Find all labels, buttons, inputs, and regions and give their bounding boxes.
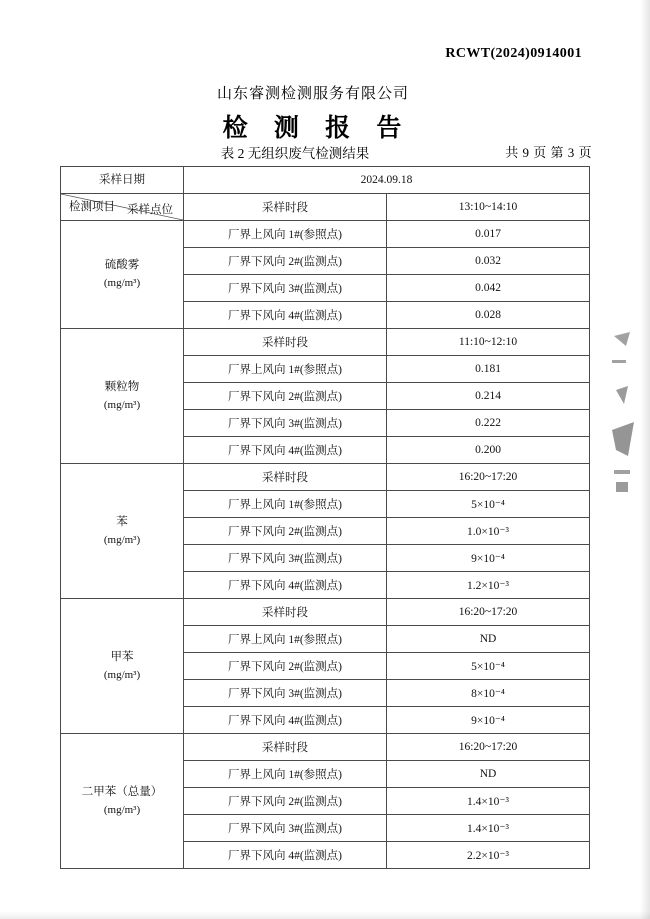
value-1-2: 0.222 [387, 410, 590, 437]
section-label-0 [61, 221, 184, 329]
point-2-1: 厂界下风向 2#(监测点) [184, 518, 387, 545]
seal-watermark-icon [608, 330, 642, 510]
point-1-1: 厂界下风向 2#(监测点) [184, 383, 387, 410]
section-name-1: 颗粒物 [104, 380, 140, 393]
sampling-date-value: 2024.09.18 [184, 167, 590, 194]
point-3-1: 厂界下风向 2#(监测点) [184, 653, 387, 680]
point-0-3: 厂界下风向 4#(监测点) [184, 302, 387, 329]
section-time-label-3: 采样时段 [184, 599, 387, 626]
value-4-3: 2.2×10⁻³ [387, 842, 590, 869]
table-row-header [61, 194, 590, 221]
item-label: 检测项目 [69, 201, 115, 213]
point-4-1: 厂界下风向 2#(监测点) [184, 788, 387, 815]
section-label-1 [61, 329, 184, 464]
page-bottom-shadow [0, 911, 650, 919]
value-3-2: 8×10⁻⁴ [387, 680, 590, 707]
value-0-3: 0.028 [387, 302, 590, 329]
point-0-2: 厂界下风向 3#(监测点) [184, 275, 387, 302]
section-name-3: 甲苯 [110, 650, 134, 663]
section-label-3 [61, 599, 184, 734]
point-2-2: 厂界下风向 3#(监测点) [184, 545, 387, 572]
point-3-2: 厂界下风向 3#(监测点) [184, 680, 387, 707]
page-count: 共 9 页 第 3 页 [505, 145, 592, 160]
point-3-3: 厂界下风向 4#(监测点) [184, 707, 387, 734]
point-0-1: 厂界下风向 2#(监测点) [184, 248, 387, 275]
table-row [61, 599, 590, 626]
period-value: 13:10~14:10 [387, 194, 590, 221]
section-unit-1: (mg/m³) [103, 398, 141, 411]
section-time-value-4: 16:20~17:20 [387, 734, 590, 761]
table-row [61, 221, 590, 248]
point-1-2: 厂界下风向 3#(监测点) [184, 410, 387, 437]
table-row [61, 329, 590, 356]
seal-marks-icon [608, 330, 642, 510]
point-1-3: 厂界下风向 4#(监测点) [184, 437, 387, 464]
point-1-0: 厂界上风向 1#(参照点) [184, 356, 387, 383]
point-4-3: 厂界下风向 4#(监测点) [184, 842, 387, 869]
section-time-label-4: 采样时段 [184, 734, 387, 761]
value-1-1: 0.214 [387, 383, 590, 410]
value-0-0: 0.017 [387, 221, 590, 248]
value-2-3: 1.2×10⁻³ [387, 572, 590, 599]
document-code: RCWT(2024)0914001 [445, 46, 582, 61]
value-2-2: 9×10⁻⁴ [387, 545, 590, 572]
section-time-label-1: 采样时段 [184, 329, 387, 356]
section-name-0: 硫酸雾 [104, 259, 140, 272]
value-1-0: 0.181 [387, 356, 590, 383]
section-label-2 [61, 464, 184, 599]
table-row-sampling-date [61, 167, 590, 194]
point-3-0: 厂界上风向 1#(参照点) [184, 626, 387, 653]
page-title: 检 测 报 告 [222, 115, 412, 142]
value-4-1: 1.4×10⁻³ [387, 788, 590, 815]
point-label: 采样点位 [127, 204, 173, 216]
section-name-2: 苯 [116, 515, 128, 528]
value-0-1: 0.032 [387, 248, 590, 275]
value-1-3: 0.200 [387, 437, 590, 464]
table-row [61, 464, 590, 491]
value-4-2: 1.4×10⁻³ [387, 815, 590, 842]
value-3-0: ND [387, 626, 590, 653]
point-2-0: 厂界上风向 1#(参照点) [184, 491, 387, 518]
section-unit-4: (mg/m³) [103, 803, 141, 816]
section-time-label-2: 采样时段 [184, 464, 387, 491]
value-3-1: 5×10⁻⁴ [387, 653, 590, 680]
point-4-0: 厂界上风向 1#(参照点) [184, 761, 387, 788]
table-row [61, 734, 590, 761]
value-2-1: 1.0×10⁻³ [387, 518, 590, 545]
table-caption: 表 2 无组织废气检测结果 [220, 146, 370, 161]
company-name: 山东睿测检测服务有限公司 [216, 86, 409, 102]
value-0-2: 0.042 [387, 275, 590, 302]
results-table [60, 166, 590, 869]
item-point-header-cell [61, 194, 184, 221]
point-0-0: 厂界上风向 1#(参照点) [184, 221, 387, 248]
period-label: 采样时段 [184, 194, 387, 221]
section-time-value-3: 16:20~17:20 [387, 599, 590, 626]
section-label-4 [61, 734, 184, 869]
sampling-date-label: 采样日期 [61, 167, 184, 194]
section-name-4: 二甲苯（总量） [81, 785, 163, 798]
point-4-2: 厂界下风向 3#(监测点) [184, 815, 387, 842]
section-unit-2: (mg/m³) [103, 533, 141, 546]
section-time-value-1: 11:10~12:10 [387, 329, 590, 356]
section-time-value-2: 16:20~17:20 [387, 464, 590, 491]
section-unit-0: (mg/m³) [103, 277, 141, 290]
value-3-3: 9×10⁻⁴ [387, 707, 590, 734]
value-2-0: 5×10⁻⁴ [387, 491, 590, 518]
section-unit-3: (mg/m³) [103, 668, 141, 681]
point-2-3: 厂界下风向 4#(监测点) [184, 572, 387, 599]
value-4-0: ND [387, 761, 590, 788]
